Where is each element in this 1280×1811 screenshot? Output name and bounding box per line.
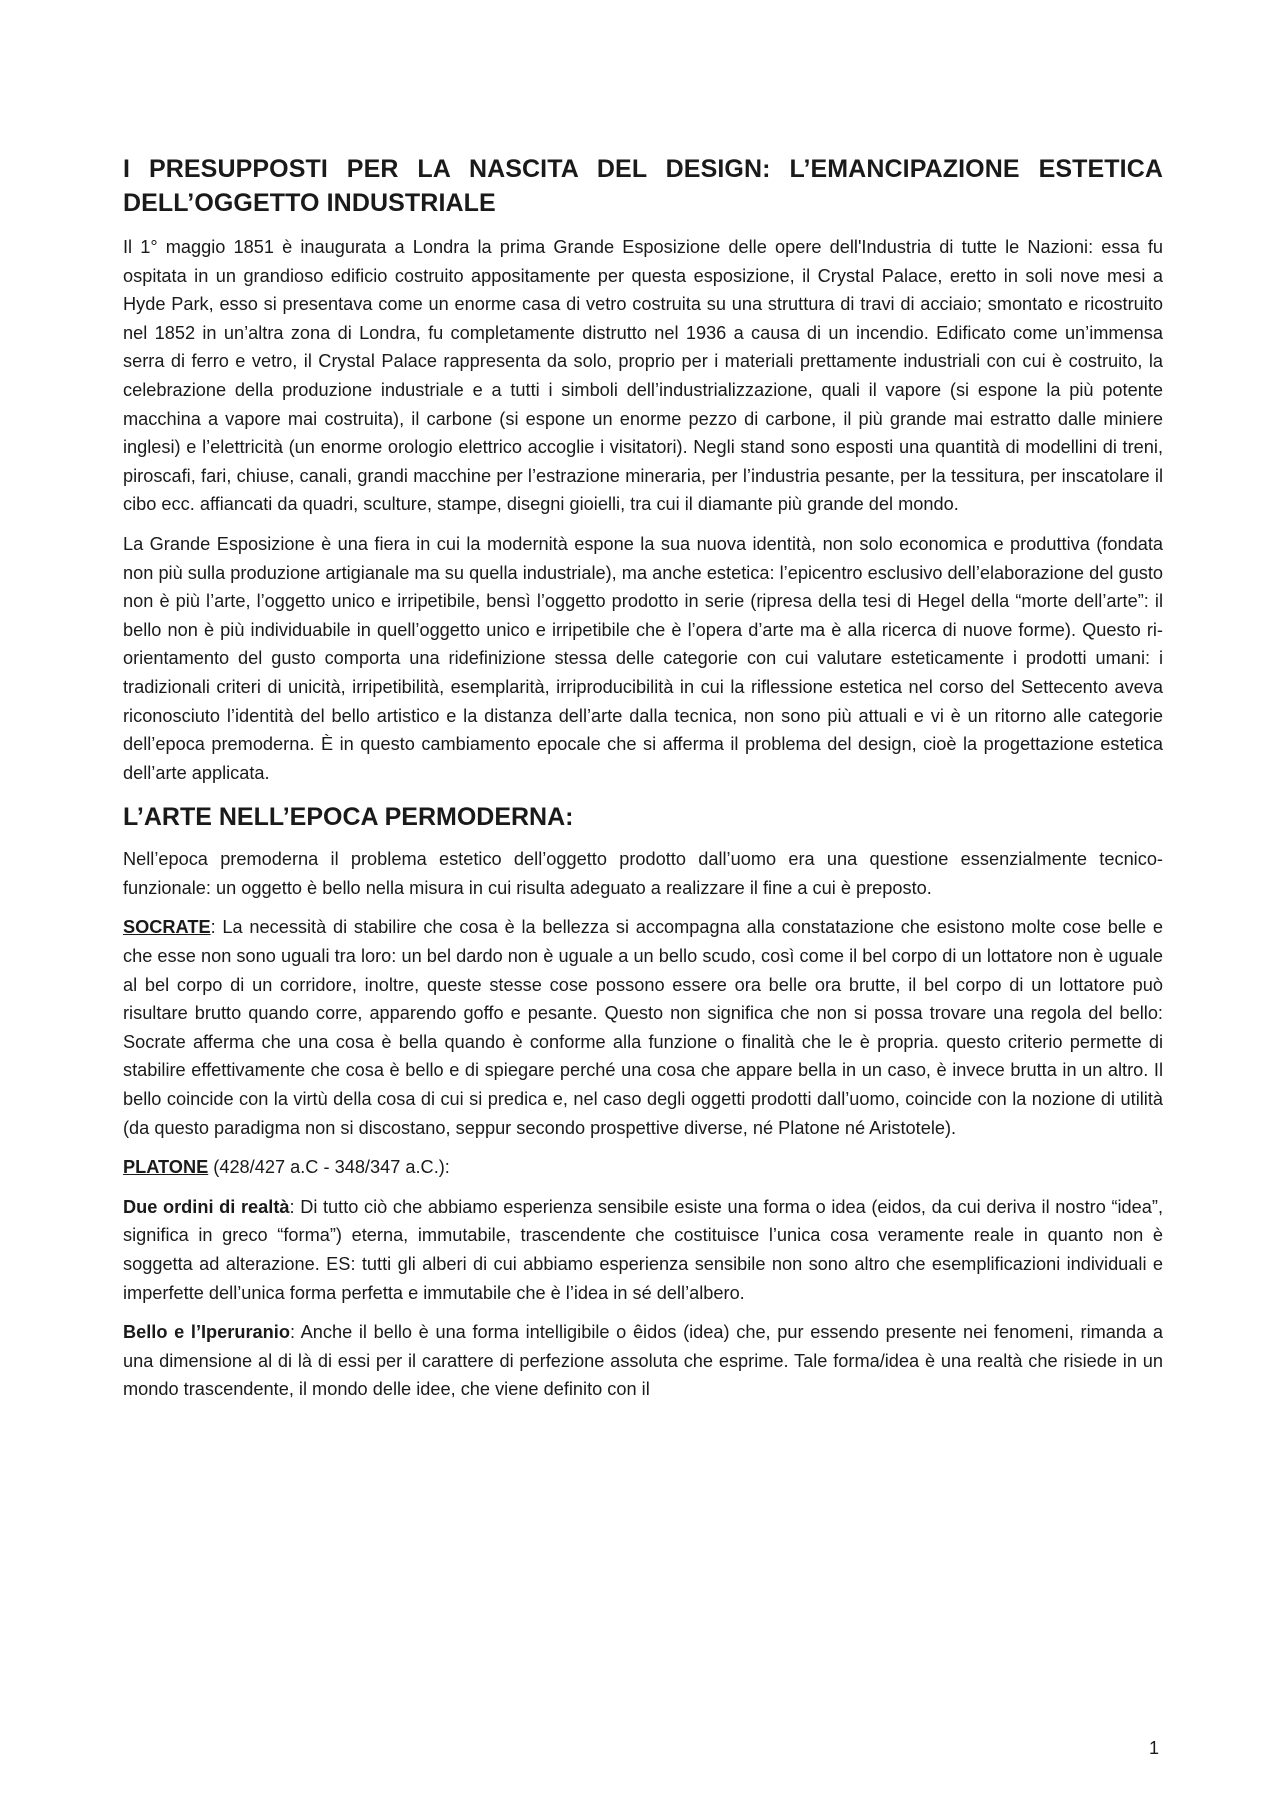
paragraph-due-ordini: [123, 1193, 1163, 1307]
paragraph-socrate: [123, 913, 1163, 1142]
paragraph-great-exhibition: Il 1° maggio 1851 è inaugurata a Londra la prima Grande Esposizione delle opere dell'Industria di tutte le Nazioni: essa fu ospitata in un grandioso edificio costruito appositamente per questa esposizione, il Crystal Palace, eretto in soli nove mesi a Hyde Park, esso si presentava come un enorme casa di vetro costruita su una struttura di travi di acciaio; smontato e ricostruito nel 1852 in un’altra zona di Londra, fu completamente distrutto nel 1936 a causa di un incendio. Edificato come un’immensa serra di ferro e vetro, il Crystal Palace rappresenta da solo, proprio per i materiali prettamente industriali con cui è costruito, la celebrazione della produzione industriale e a tutti i simboli dell’industrializzazione, quali il vapore (si espone la più potente macchina a vapore mai costruita), il carbone (si espone un enorme pezzo di carbone, il più grande mai estratto dalle miniere inglesi) e l’elettricità (un enorme orologio elettrico accoglie i visitatori). Negli stand sono esposti una quantità di modellini di treni, piroscafi, fari, chiuse, canali, grandi macchine per l’estrazione mineraria, per l’industria pesante, per la tessitura, per inscatolare il cibo ecc. affiancati da quadri, sculture, stampe, disegni gioielli, tra cui il diamante più grande del mondo.: [123, 237, 1163, 515]
platone-dates: (428/427 a.C - 348/347 a.C.):: [208, 1157, 450, 1178]
due-ordini-label: Due ordini di realtà: [123, 1196, 290, 1217]
due-ordini-text: : Di tutto ciò che abbiamo esperienza sensibile esiste una forma o idea (eidos, da cui deriva il nostro “idea”, significa in greco “forma”) eterna, immutabile, trascendente che costituisce l’unica cosa veramente reale in quanto non è soggetta ad alterazione. ES: tutti gli alberi di cui abbiamo esperienza sensibile non sono altro che esemplificazioni individuali e imperfette dell’unica forma perfetta e immutabile che è l’idea in sé dell’albero.: [123, 1196, 1164, 1303]
document-title: I PRESUPPOSTI PER LA NASCITA DEL DESIGN: L’EMANCIPAZIONE ESTETICA DELL’OGGETTO INDUSTRIALE: [123, 155, 1163, 217]
paragraph-premodern-intro: Nell’epoca premoderna il problema estetico dell’oggetto prodotto dall’uomo era una questione essenzialmente tecnico-funzionale: un oggetto è bello nella misura in cui risulta adeguato a realizzare il fine a cui è preposto.: [123, 849, 1163, 898]
paragraph-platone: [123, 1153, 1163, 1182]
platone-label: PLATONE: [123, 1157, 209, 1178]
bello-iperuranio-label: Bello e l’Iperuranio: [123, 1322, 290, 1343]
socrate-label: SOCRATE: [123, 917, 211, 938]
socrate-text: : La necessità di stabilire che cosa è la bellezza si accompagna alla constatazione che esistono molte cose belle e che esse non sono uguali tra loro: un bel dardo non è uguale a un bello scudo, così come il bel corpo di un lottatore non è uguale al bel corpo di un corridore, inoltre, queste stesse cose possono essere ora belle ora brutte, il bel corpo di un lottatore può risultare brutto quando corre, apparendo goffo e pesante. Questo non significa che non si possa trovare una regola del bello: Socrate afferma che una cosa è bella quando è conforme alla funzione o finalità che le è propria. questo criterio permette di stabilire effettivamente che cosa è bello e di spiegare perché una cosa che appare bella in un caso, è invece brutta in un altro. Il bello coincide con la virtù della cosa di cui si predica e, nel caso degli oggetti prodotti dall’uomo, coincide con la nozione di utilità (da questo paradigma non si discostano, seppur secondo prospettive diverse, né Platone né Aristotele).: [123, 917, 1163, 1138]
paragraph-modernity-identity: La Grande Esposizione è una fiera in cui la modernità espone la sua nuova identità, non solo economica e produttiva (fondata non più sulla produzione artigianale ma su quella industriale), ma anche estetica: l’epicentro esclusivo dell’elaborazione del gusto non è più l’arte, l’oggetto unico e irripetibile, bensì l’oggetto prodotto in serie (ripresa della tesi di Hegel della “morte dell’arte”: il bello non è più individuabile in quell’oggetto unico e irripetibile che è l’opera d’arte ma è alla ricerca di nuove forme). Questo ri-orientamento del gusto comporta una ridefinizione stessa delle categorie con cui valutare esteticamente i prodotti umani: i tradizionali criteri di unicità, irripetibilità, esemplarità, irriproducibilità in cui la riflessione estetica nel corso del Settecento aveva riconosciuto l’identità del bello artistico e la distanza dell’arte dalla tecnica, non sono più attuali e vi è un ritorno alle categorie dell’epoca premoderna. È in questo cambiamento epocale che si afferma il problema del design, cioè la progettazione estetica dell’arte applicata.: [123, 533, 1163, 783]
bello-iperuranio-text: : Anche il bello è una forma intelligibile o êidos (idea) che, pur essendo presente nei fenomeni, rimanda a una dimensione al di là di essi per il carattere di perfezione assoluta che esprime. Tale forma/idea è una realtà che risiede in un mondo trascendente, il mondo delle idee, che viene definito con il: [123, 1322, 1163, 1400]
paragraph-bello-iperuranio: [123, 1318, 1163, 1404]
section-heading-premodern-art: L’ARTE NELL’EPOCA PERMODERNA:: [123, 803, 574, 832]
document-body: [123, 152, 1163, 1415]
page-number: 1: [1148, 1738, 1159, 1758]
